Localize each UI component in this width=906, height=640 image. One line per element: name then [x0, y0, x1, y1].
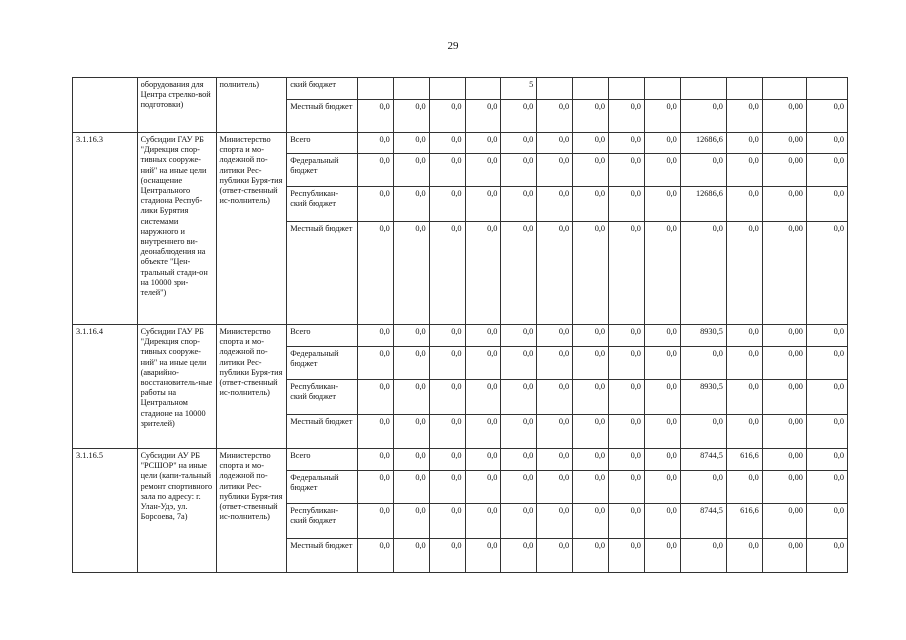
- value-cell: 0,0: [393, 471, 429, 504]
- value-cell: 0,0: [357, 154, 393, 187]
- value-cell: 0,0: [537, 154, 573, 187]
- value-cell: 0,0: [393, 100, 429, 133]
- value-cell: 0,0: [429, 449, 465, 471]
- value-cell: [465, 78, 501, 100]
- funding-source: Всего: [287, 449, 358, 471]
- value-cell: 0,0: [680, 471, 726, 504]
- value-cell: 0,0: [465, 133, 501, 154]
- value-cell: 0,0: [806, 347, 847, 380]
- funding-source: Местный бюджет: [287, 222, 358, 325]
- value-cell: 0,0: [357, 325, 393, 347]
- value-cell: 0,0: [429, 415, 465, 449]
- value-cell: 0,0: [609, 100, 645, 133]
- value-cell: 0,0: [537, 347, 573, 380]
- value-cell: 0,00: [762, 325, 806, 347]
- value-cell: [357, 78, 393, 100]
- row-code: 3.1.16.3: [73, 133, 138, 325]
- value-cell: 0,00: [762, 449, 806, 471]
- value-cell: 0,0: [726, 154, 762, 187]
- value-cell: [429, 78, 465, 100]
- value-cell: 0,0: [501, 222, 537, 325]
- value-cell: 0,0: [726, 100, 762, 133]
- value-cell: 0,0: [357, 539, 393, 573]
- value-cell: 0,0: [644, 347, 680, 380]
- value-cell: 0,0: [806, 415, 847, 449]
- value-cell: 0,0: [501, 187, 537, 222]
- value-cell: 0,0: [573, 100, 609, 133]
- value-cell: 0,0: [357, 504, 393, 539]
- value-cell: [393, 78, 429, 100]
- value-cell: 0,0: [644, 415, 680, 449]
- value-cell: 8930,5: [680, 380, 726, 415]
- value-cell: 0,0: [393, 449, 429, 471]
- row-code: 3.1.16.4: [73, 325, 138, 449]
- value-cell: 0,0: [726, 347, 762, 380]
- value-cell: 0,0: [680, 539, 726, 573]
- value-cell: 0,0: [357, 100, 393, 133]
- budget-table: [72, 77, 848, 573]
- funding-source: Местный бюджет: [287, 415, 358, 449]
- value-cell: 0,0: [680, 154, 726, 187]
- value-cell: 0,0: [644, 154, 680, 187]
- value-cell: 0,0: [429, 133, 465, 154]
- value-cell: 0,0: [609, 471, 645, 504]
- value-cell: 0,00: [762, 154, 806, 187]
- value-cell: 0,00: [762, 539, 806, 573]
- value-cell: 0,0: [501, 380, 537, 415]
- value-cell: 0,0: [726, 380, 762, 415]
- value-cell: 0,0: [465, 222, 501, 325]
- value-cell: 0,00: [762, 187, 806, 222]
- value-cell: 0,0: [806, 471, 847, 504]
- measure-name: Субсидии АУ РБ "РСШОР" на иные цели (капи-тальный ремонт спортивного зала по адресу: г. Улан-Удэ, ул. Борсоева, 7а): [137, 449, 216, 573]
- value-cell: 0,0: [537, 471, 573, 504]
- value-cell: 0,0: [537, 133, 573, 154]
- value-cell: 0,0: [393, 154, 429, 187]
- value-cell: 0,0: [537, 504, 573, 539]
- value-cell: [537, 78, 573, 100]
- value-cell: 0,0: [806, 222, 847, 325]
- value-cell: 0,0: [393, 133, 429, 154]
- value-cell: 0,0: [573, 415, 609, 449]
- table-row: [73, 133, 848, 154]
- value-cell: 0,0: [644, 539, 680, 573]
- value-cell: 0,0: [393, 347, 429, 380]
- value-cell: 5: [501, 78, 537, 100]
- value-cell: 0,0: [573, 504, 609, 539]
- value-cell: 0,0: [357, 133, 393, 154]
- funding-source: Республикан-ский бюджет: [287, 504, 358, 539]
- value-cell: 0,0: [501, 539, 537, 573]
- value-cell: 0,0: [537, 380, 573, 415]
- value-cell: 616,6: [726, 449, 762, 471]
- value-cell: 0,0: [644, 449, 680, 471]
- value-cell: 0,00: [762, 347, 806, 380]
- value-cell: 0,0: [429, 380, 465, 415]
- value-cell: 0,0: [609, 380, 645, 415]
- value-cell: 0,0: [465, 380, 501, 415]
- value-cell: 0,0: [609, 504, 645, 539]
- value-cell: 0,0: [393, 380, 429, 415]
- value-cell: [680, 78, 726, 100]
- value-cell: 0,0: [393, 415, 429, 449]
- value-cell: 0,0: [429, 154, 465, 187]
- row-code: [73, 78, 138, 133]
- value-cell: 0,0: [429, 100, 465, 133]
- value-cell: 0,0: [726, 325, 762, 347]
- value-cell: 0,0: [357, 449, 393, 471]
- funding-source: Местный бюджет: [287, 100, 358, 133]
- value-cell: 0,0: [680, 100, 726, 133]
- value-cell: 0,0: [806, 187, 847, 222]
- value-cell: 0,0: [609, 539, 645, 573]
- measure-name: Субсидии ГАУ РБ "Дирекция спор-тивных сооруже-ний" на иные цели (аварийно-восстановитель-ные работы на Центральном стадионе на 10000 зрителей): [137, 325, 216, 449]
- value-cell: 0,00: [762, 471, 806, 504]
- value-cell: 0,0: [537, 325, 573, 347]
- value-cell: 0,0: [501, 347, 537, 380]
- value-cell: 0,0: [429, 539, 465, 573]
- value-cell: 0,0: [573, 347, 609, 380]
- value-cell: 0,0: [393, 539, 429, 573]
- funding-source: Федеральный бюджет: [287, 347, 358, 380]
- value-cell: 0,0: [393, 187, 429, 222]
- value-cell: 0,0: [357, 471, 393, 504]
- value-cell: 12686,6: [680, 187, 726, 222]
- value-cell: 616,6: [726, 504, 762, 539]
- value-cell: 0,0: [465, 415, 501, 449]
- value-cell: 0,0: [573, 222, 609, 325]
- value-cell: 0,0: [726, 133, 762, 154]
- value-cell: 0,0: [501, 100, 537, 133]
- funding-source: Федеральный бюджет: [287, 154, 358, 187]
- funding-source: Федеральный бюджет: [287, 471, 358, 504]
- value-cell: 0,0: [537, 539, 573, 573]
- value-cell: [573, 78, 609, 100]
- value-cell: 0,0: [465, 154, 501, 187]
- value-cell: 0,0: [573, 133, 609, 154]
- value-cell: 0,0: [537, 415, 573, 449]
- measure-name: оборудования для Центра стрелко-вой подготовки): [137, 78, 216, 133]
- table-row: [73, 449, 848, 471]
- value-cell: 0,0: [644, 380, 680, 415]
- value-cell: 0,0: [429, 471, 465, 504]
- value-cell: [806, 78, 847, 100]
- value-cell: 0,0: [806, 100, 847, 133]
- value-cell: 0,0: [573, 187, 609, 222]
- measure-name: Субсидии ГАУ РБ "Дирекция спор-тивных сооруже-ний" на иные цели (оснащение Центрального стадиона Респуб-лики Бурятия системами наружного и внутреннего ви-деонаблюдения на объекте "Цен-тральный стади-он на 10000 зри-телей"): [137, 133, 216, 325]
- value-cell: 0,0: [501, 325, 537, 347]
- page-number: 29: [447, 40, 459, 52]
- value-cell: [609, 78, 645, 100]
- value-cell: 0,0: [609, 187, 645, 222]
- executor-cell: Министерство спорта и мо-лодежной по-литики Рес-публики Буря-тия (ответ-ственный ис-полнитель): [216, 449, 287, 573]
- value-cell: 0,0: [537, 100, 573, 133]
- value-cell: 0,0: [726, 222, 762, 325]
- value-cell: 0,0: [429, 504, 465, 539]
- value-cell: 0,0: [501, 449, 537, 471]
- value-cell: 0,00: [762, 415, 806, 449]
- budget-table-body: [73, 78, 848, 573]
- value-cell: 0,0: [393, 325, 429, 347]
- value-cell: 0,0: [806, 539, 847, 573]
- value-cell: 0,0: [393, 222, 429, 325]
- value-cell: [644, 78, 680, 100]
- value-cell: 0,0: [357, 222, 393, 325]
- value-cell: 0,0: [501, 471, 537, 504]
- value-cell: 0,00: [762, 100, 806, 133]
- executor-cell: Министерство спорта и мо-лодежной по-литики Рес-публики Буря-тия (ответ-ственный ис-полнитель): [216, 325, 287, 449]
- value-cell: 0,0: [644, 222, 680, 325]
- value-cell: 0,0: [573, 539, 609, 573]
- funding-source: Местный бюджет: [287, 539, 358, 573]
- value-cell: 0,0: [573, 325, 609, 347]
- value-cell: 0,0: [806, 154, 847, 187]
- value-cell: 0,0: [806, 133, 847, 154]
- value-cell: 0,0: [609, 154, 645, 187]
- executor-cell: полнитель): [216, 78, 287, 133]
- value-cell: 0,0: [644, 471, 680, 504]
- value-cell: 0,00: [762, 380, 806, 415]
- value-cell: 0,0: [573, 154, 609, 187]
- value-cell: 0,0: [465, 325, 501, 347]
- value-cell: 0,0: [537, 222, 573, 325]
- value-cell: 0,00: [762, 504, 806, 539]
- value-cell: 12686,6: [680, 133, 726, 154]
- value-cell: 0,0: [644, 100, 680, 133]
- value-cell: 0,0: [609, 222, 645, 325]
- value-cell: 0,00: [762, 222, 806, 325]
- value-cell: 0,0: [465, 539, 501, 573]
- funding-source: Всего: [287, 133, 358, 154]
- value-cell: 0,0: [465, 504, 501, 539]
- funding-source: Республикан-ский бюджет: [287, 380, 358, 415]
- value-cell: 0,0: [726, 539, 762, 573]
- value-cell: 0,00: [762, 133, 806, 154]
- value-cell: [726, 78, 762, 100]
- value-cell: 0,0: [465, 449, 501, 471]
- value-cell: 0,0: [393, 504, 429, 539]
- funding-source: Всего: [287, 325, 358, 347]
- value-cell: [762, 78, 806, 100]
- value-cell: 0,0: [357, 347, 393, 380]
- value-cell: 0,0: [680, 222, 726, 325]
- value-cell: 0,0: [537, 449, 573, 471]
- value-cell: 8744,5: [680, 504, 726, 539]
- value-cell: 0,0: [609, 449, 645, 471]
- value-cell: 0,0: [680, 415, 726, 449]
- value-cell: 0,0: [644, 504, 680, 539]
- value-cell: 0,0: [609, 325, 645, 347]
- value-cell: 0,0: [501, 415, 537, 449]
- value-cell: 0,0: [573, 471, 609, 504]
- value-cell: 0,0: [806, 449, 847, 471]
- row-code: 3.1.16.5: [73, 449, 138, 573]
- value-cell: 0,0: [465, 100, 501, 133]
- value-cell: 0,0: [806, 380, 847, 415]
- value-cell: 0,0: [429, 347, 465, 380]
- value-cell: 0,0: [680, 347, 726, 380]
- value-cell: 0,0: [429, 325, 465, 347]
- funding-source: ский бюджет: [287, 78, 358, 100]
- value-cell: 0,0: [609, 415, 645, 449]
- value-cell: 0,0: [609, 133, 645, 154]
- value-cell: 0,0: [806, 504, 847, 539]
- table-row: [73, 78, 848, 100]
- value-cell: 0,0: [726, 187, 762, 222]
- value-cell: 0,0: [429, 187, 465, 222]
- value-cell: 0,0: [644, 325, 680, 347]
- value-cell: 0,0: [726, 415, 762, 449]
- funding-source: Республикан-ский бюджет: [287, 187, 358, 222]
- value-cell: 0,0: [573, 380, 609, 415]
- value-cell: 0,0: [357, 415, 393, 449]
- value-cell: 0,0: [465, 187, 501, 222]
- value-cell: 0,0: [501, 504, 537, 539]
- value-cell: 0,0: [429, 222, 465, 325]
- value-cell: 0,0: [609, 347, 645, 380]
- value-cell: 0,0: [644, 187, 680, 222]
- value-cell: 0,0: [501, 133, 537, 154]
- value-cell: 8930,5: [680, 325, 726, 347]
- value-cell: 0,0: [573, 449, 609, 471]
- table-row: [73, 325, 848, 347]
- value-cell: 0,0: [644, 133, 680, 154]
- value-cell: 0,0: [357, 380, 393, 415]
- value-cell: 0,0: [726, 471, 762, 504]
- value-cell: 8744,5: [680, 449, 726, 471]
- value-cell: 0,0: [357, 187, 393, 222]
- value-cell: 0,0: [806, 325, 847, 347]
- value-cell: 0,0: [465, 347, 501, 380]
- value-cell: 0,0: [465, 471, 501, 504]
- value-cell: 0,0: [501, 154, 537, 187]
- value-cell: 0,0: [537, 187, 573, 222]
- executor-cell: Министерство спорта и мо-лодежной по-литики Рес-публики Буря-тия (ответ-ственный ис-полнитель): [216, 133, 287, 325]
